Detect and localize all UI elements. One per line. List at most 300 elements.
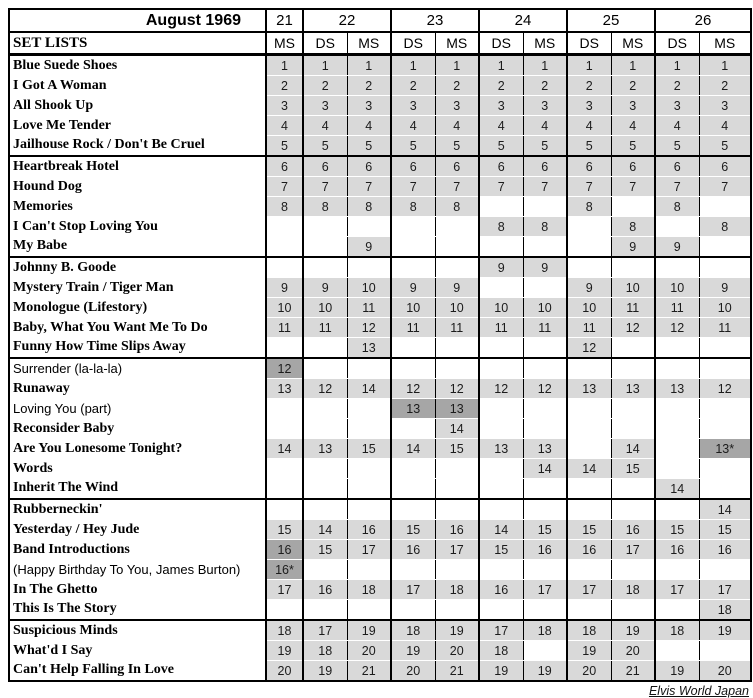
order-cell [479, 237, 523, 258]
order-cell [523, 499, 567, 520]
order-cell [699, 459, 751, 479]
order-cell [523, 237, 567, 258]
order-cell: 1 [391, 55, 435, 76]
song-title: Love Me Tender [9, 116, 266, 136]
order-cell: 2 [435, 76, 479, 96]
order-cell: 15 [303, 540, 347, 560]
order-cell: 19 [523, 661, 567, 682]
order-cell: 11 [435, 318, 479, 338]
order-cell: 21 [435, 661, 479, 682]
order-cell [435, 459, 479, 479]
order-cell: 16* [266, 560, 303, 580]
order-cell [391, 560, 435, 580]
order-cell [347, 217, 391, 237]
order-cell: 10 [391, 298, 435, 318]
song-title: I Got A Woman [9, 76, 266, 96]
order-cell [435, 237, 479, 258]
song-title: Rubberneckin' [9, 499, 266, 520]
order-cell: 7 [655, 177, 699, 197]
order-cell: 12 [303, 379, 347, 399]
order-cell [479, 560, 523, 580]
song-title: Memories [9, 197, 266, 217]
order-cell [655, 257, 699, 278]
order-cell [655, 419, 699, 439]
song-row [9, 620, 751, 641]
order-cell [655, 358, 699, 379]
order-cell [567, 419, 611, 439]
order-cell: 18 [699, 600, 751, 621]
order-cell: 12 [567, 338, 611, 359]
order-cell [303, 358, 347, 379]
order-cell [435, 338, 479, 359]
order-cell: 6 [435, 156, 479, 177]
show-header-24-DS: DS [479, 32, 523, 55]
order-cell [391, 459, 435, 479]
order-cell: 10 [347, 278, 391, 298]
order-cell: 10 [435, 298, 479, 318]
order-cell: 2 [303, 76, 347, 96]
order-cell [567, 217, 611, 237]
show-header-26-DS: DS [655, 32, 699, 55]
order-cell: 2 [266, 76, 303, 96]
order-cell [266, 499, 303, 520]
song-title: Yesterday / Hey Jude [9, 520, 266, 540]
song-row [9, 338, 751, 359]
order-cell [347, 459, 391, 479]
order-cell: 5 [699, 136, 751, 157]
song-title: (Happy Birthday To You, James Burton) [9, 560, 266, 580]
order-cell: 19 [655, 661, 699, 682]
order-cell: 12 [699, 379, 751, 399]
order-cell: 8 [435, 197, 479, 217]
song-title: What'd I Say [9, 641, 266, 661]
order-cell [611, 560, 655, 580]
order-cell [479, 479, 523, 500]
order-cell: 19 [479, 661, 523, 682]
song-title: This Is The Story [9, 600, 266, 621]
order-cell [655, 459, 699, 479]
order-cell: 11 [611, 298, 655, 318]
order-cell [391, 600, 435, 621]
order-cell: 14 [266, 439, 303, 459]
order-cell: 18 [479, 641, 523, 661]
order-cell: 19 [391, 641, 435, 661]
order-cell: 7 [391, 177, 435, 197]
song-row [9, 560, 751, 580]
order-cell [347, 600, 391, 621]
order-cell: 5 [391, 136, 435, 157]
order-cell: 16 [479, 580, 523, 600]
order-cell [699, 479, 751, 500]
order-cell: 3 [266, 96, 303, 116]
order-cell: 20 [266, 661, 303, 682]
song-title: Mystery Train / Tiger Man [9, 278, 266, 298]
date-header-21: 21 [266, 9, 303, 32]
order-cell [479, 278, 523, 298]
song-row [9, 580, 751, 600]
order-cell [347, 419, 391, 439]
order-cell [347, 499, 391, 520]
order-cell [391, 419, 435, 439]
order-cell: 18 [655, 620, 699, 641]
order-cell: 9 [523, 257, 567, 278]
order-cell: 7 [266, 177, 303, 197]
order-cell: 11 [479, 318, 523, 338]
order-cell: 15 [523, 520, 567, 540]
order-cell: 14 [303, 520, 347, 540]
order-cell [435, 499, 479, 520]
song-row [9, 298, 751, 318]
order-cell: 14 [523, 459, 567, 479]
order-cell: 3 [523, 96, 567, 116]
order-cell: 3 [567, 96, 611, 116]
order-cell: 15 [266, 520, 303, 540]
song-row [9, 55, 751, 76]
order-cell [479, 499, 523, 520]
order-cell: 16 [391, 540, 435, 560]
order-cell [523, 641, 567, 661]
order-cell [479, 459, 523, 479]
order-cell: 20 [347, 641, 391, 661]
order-cell: 5 [479, 136, 523, 157]
order-cell [699, 197, 751, 217]
order-cell [266, 257, 303, 278]
order-cell: 4 [391, 116, 435, 136]
order-cell: 13 [303, 439, 347, 459]
song-row [9, 540, 751, 560]
order-cell: 9 [435, 278, 479, 298]
order-cell: 10 [567, 298, 611, 318]
order-cell [523, 479, 567, 500]
show-header-23-DS: DS [391, 32, 435, 55]
order-cell: 6 [303, 156, 347, 177]
order-cell [303, 479, 347, 500]
order-cell: 6 [479, 156, 523, 177]
order-cell: 9 [567, 278, 611, 298]
order-cell: 12 [435, 379, 479, 399]
order-cell [611, 499, 655, 520]
order-cell: 17 [567, 580, 611, 600]
order-cell [567, 257, 611, 278]
song-title: Can't Help Falling In Love [9, 661, 266, 682]
order-cell [479, 197, 523, 217]
song-title: Suspicious Minds [9, 620, 266, 641]
order-cell: 7 [611, 177, 655, 197]
order-cell: 17 [303, 620, 347, 641]
order-cell: 10 [266, 298, 303, 318]
order-cell [611, 600, 655, 621]
setlist-body [9, 55, 751, 682]
song-title: Funny How Time Slips Away [9, 338, 266, 359]
order-cell: 3 [655, 96, 699, 116]
order-cell: 1 [523, 55, 567, 76]
order-cell [611, 197, 655, 217]
order-cell [303, 217, 347, 237]
order-cell: 20 [699, 661, 751, 682]
order-cell: 8 [303, 197, 347, 217]
song-row [9, 358, 751, 379]
order-cell [699, 257, 751, 278]
order-cell: 9 [303, 278, 347, 298]
order-cell [655, 560, 699, 580]
order-cell [523, 419, 567, 439]
song-row [9, 156, 751, 177]
order-cell: 1 [303, 55, 347, 76]
order-cell: 5 [523, 136, 567, 157]
order-cell: 6 [523, 156, 567, 177]
order-cell: 15 [655, 520, 699, 540]
order-cell: 7 [479, 177, 523, 197]
order-cell: 1 [567, 55, 611, 76]
song-row [9, 399, 751, 419]
order-cell [435, 479, 479, 500]
order-cell: 5 [303, 136, 347, 157]
song-title: Loving You (part) [9, 399, 266, 419]
order-cell: 10 [479, 298, 523, 318]
order-cell [391, 338, 435, 359]
order-cell: 18 [303, 641, 347, 661]
order-cell [435, 257, 479, 278]
order-cell: 16 [567, 540, 611, 560]
song-title: Johnny B. Goode [9, 257, 266, 278]
order-cell: 3 [347, 96, 391, 116]
order-cell: 17 [655, 580, 699, 600]
order-cell: 13 [567, 379, 611, 399]
order-cell: 1 [611, 55, 655, 76]
order-cell: 17 [266, 580, 303, 600]
order-cell: 11 [699, 318, 751, 338]
order-cell: 8 [655, 197, 699, 217]
order-cell: 4 [479, 116, 523, 136]
order-cell: 13 [655, 379, 699, 399]
order-cell [655, 439, 699, 459]
show-header-25-DS: DS [567, 32, 611, 55]
order-cell: 19 [567, 641, 611, 661]
order-cell [523, 278, 567, 298]
order-cell [699, 419, 751, 439]
order-cell: 8 [523, 217, 567, 237]
order-cell: 8 [699, 217, 751, 237]
song-row [9, 600, 751, 621]
order-cell: 8 [266, 197, 303, 217]
order-cell: 14 [611, 439, 655, 459]
order-cell: 19 [347, 620, 391, 641]
order-cell: 16 [266, 540, 303, 560]
date-header-25: 25 [567, 9, 655, 32]
order-cell [567, 600, 611, 621]
order-cell: 3 [391, 96, 435, 116]
song-row [9, 278, 751, 298]
order-cell [611, 399, 655, 419]
song-row [9, 217, 751, 237]
order-cell: 2 [391, 76, 435, 96]
order-cell [347, 399, 391, 419]
order-cell [699, 560, 751, 580]
order-cell: 17 [523, 580, 567, 600]
order-cell [266, 237, 303, 258]
order-cell: 18 [347, 580, 391, 600]
order-cell: 11 [567, 318, 611, 338]
order-cell [266, 600, 303, 621]
song-title: My Babe [9, 237, 266, 258]
credit-text: Elvis World Japan [648, 684, 749, 698]
order-cell: 12 [611, 318, 655, 338]
order-cell [347, 257, 391, 278]
order-cell: 2 [699, 76, 751, 96]
order-cell: 14 [699, 499, 751, 520]
order-cell: 11 [303, 318, 347, 338]
order-cell: 11 [391, 318, 435, 338]
song-row [9, 318, 751, 338]
order-cell: 13 [479, 439, 523, 459]
song-title: Reconsider Baby [9, 419, 266, 439]
order-cell [523, 560, 567, 580]
order-cell [303, 560, 347, 580]
order-cell: 16 [523, 540, 567, 560]
order-cell: 18 [567, 620, 611, 641]
order-cell [479, 338, 523, 359]
order-cell: 19 [611, 620, 655, 641]
order-cell [655, 217, 699, 237]
order-cell: 15 [479, 540, 523, 560]
order-cell: 2 [655, 76, 699, 96]
order-cell [266, 459, 303, 479]
order-cell: 20 [391, 661, 435, 682]
order-cell: 17 [347, 540, 391, 560]
order-cell [347, 560, 391, 580]
order-cell: 17 [699, 580, 751, 600]
set-lists-label: SET LISTS [9, 32, 266, 55]
order-cell: 19 [266, 641, 303, 661]
song-row [9, 641, 751, 661]
order-cell [391, 499, 435, 520]
song-title: Words [9, 459, 266, 479]
song-title: Surrender (la-la-la) [9, 358, 266, 379]
show-header-21-MS: MS [266, 32, 303, 55]
order-cell [391, 217, 435, 237]
order-cell: 16 [347, 520, 391, 540]
song-row [9, 459, 751, 479]
order-cell [266, 217, 303, 237]
song-title: Inherit The Wind [9, 479, 266, 500]
order-cell: 15 [347, 439, 391, 459]
order-cell: 7 [523, 177, 567, 197]
order-cell [303, 499, 347, 520]
date-header-24: 24 [479, 9, 567, 32]
order-cell: 5 [347, 136, 391, 157]
song-row [9, 499, 751, 520]
order-cell: 10 [611, 278, 655, 298]
order-cell: 12 [655, 318, 699, 338]
order-cell: 16 [611, 520, 655, 540]
order-cell: 6 [699, 156, 751, 177]
show-header-25-MS: MS [611, 32, 655, 55]
order-cell: 5 [567, 136, 611, 157]
order-cell: 2 [611, 76, 655, 96]
order-cell: 16 [699, 540, 751, 560]
song-row [9, 136, 751, 157]
order-cell: 5 [266, 136, 303, 157]
order-cell: 11 [266, 318, 303, 338]
song-row [9, 116, 751, 136]
order-cell [479, 419, 523, 439]
order-cell [391, 479, 435, 500]
order-cell [699, 237, 751, 258]
order-cell: 4 [523, 116, 567, 136]
order-cell: 3 [699, 96, 751, 116]
order-cell [435, 358, 479, 379]
order-cell: 1 [699, 55, 751, 76]
order-cell [266, 338, 303, 359]
order-cell [266, 479, 303, 500]
order-cell [303, 419, 347, 439]
order-cell: 2 [523, 76, 567, 96]
order-cell [699, 338, 751, 359]
order-cell: 11 [347, 298, 391, 318]
song-title: Jailhouse Rock / Don't Be Cruel [9, 136, 266, 157]
song-title: I Can't Stop Loving You [9, 217, 266, 237]
order-cell: 15 [699, 520, 751, 540]
song-row [9, 479, 751, 500]
order-cell: 13 [347, 338, 391, 359]
order-cell [303, 459, 347, 479]
order-cell: 11 [523, 318, 567, 338]
order-cell [655, 399, 699, 419]
order-cell: 10 [523, 298, 567, 318]
order-cell [567, 399, 611, 419]
order-cell [479, 358, 523, 379]
order-cell: 5 [435, 136, 479, 157]
order-cell: 14 [479, 520, 523, 540]
setlist-page [0, 8, 753, 698]
order-cell [391, 237, 435, 258]
song-row [9, 197, 751, 217]
order-cell: 4 [303, 116, 347, 136]
order-cell: 15 [435, 439, 479, 459]
order-cell [391, 257, 435, 278]
order-cell: 6 [266, 156, 303, 177]
order-cell: 16 [655, 540, 699, 560]
order-cell: 2 [567, 76, 611, 96]
order-cell: 14 [347, 379, 391, 399]
order-cell: 7 [567, 177, 611, 197]
order-cell: 2 [479, 76, 523, 96]
order-cell: 4 [435, 116, 479, 136]
order-cell [567, 237, 611, 258]
order-cell: 10 [655, 278, 699, 298]
order-cell [523, 197, 567, 217]
order-cell: 14 [567, 459, 611, 479]
header-dates-row [9, 9, 751, 32]
order-cell: 8 [391, 197, 435, 217]
order-cell: 17 [435, 540, 479, 560]
order-cell: 6 [391, 156, 435, 177]
order-cell: 3 [479, 96, 523, 116]
order-cell [655, 338, 699, 359]
order-cell [479, 600, 523, 621]
order-cell: 1 [435, 55, 479, 76]
order-cell: 4 [699, 116, 751, 136]
order-cell: 9 [347, 237, 391, 258]
setlist-table [8, 8, 752, 682]
date-header-26: 26 [655, 9, 751, 32]
order-cell: 8 [347, 197, 391, 217]
order-cell: 4 [266, 116, 303, 136]
order-cell [655, 499, 699, 520]
song-title: Blue Suede Shoes [9, 55, 266, 76]
order-cell: 9 [479, 257, 523, 278]
order-cell [266, 399, 303, 419]
